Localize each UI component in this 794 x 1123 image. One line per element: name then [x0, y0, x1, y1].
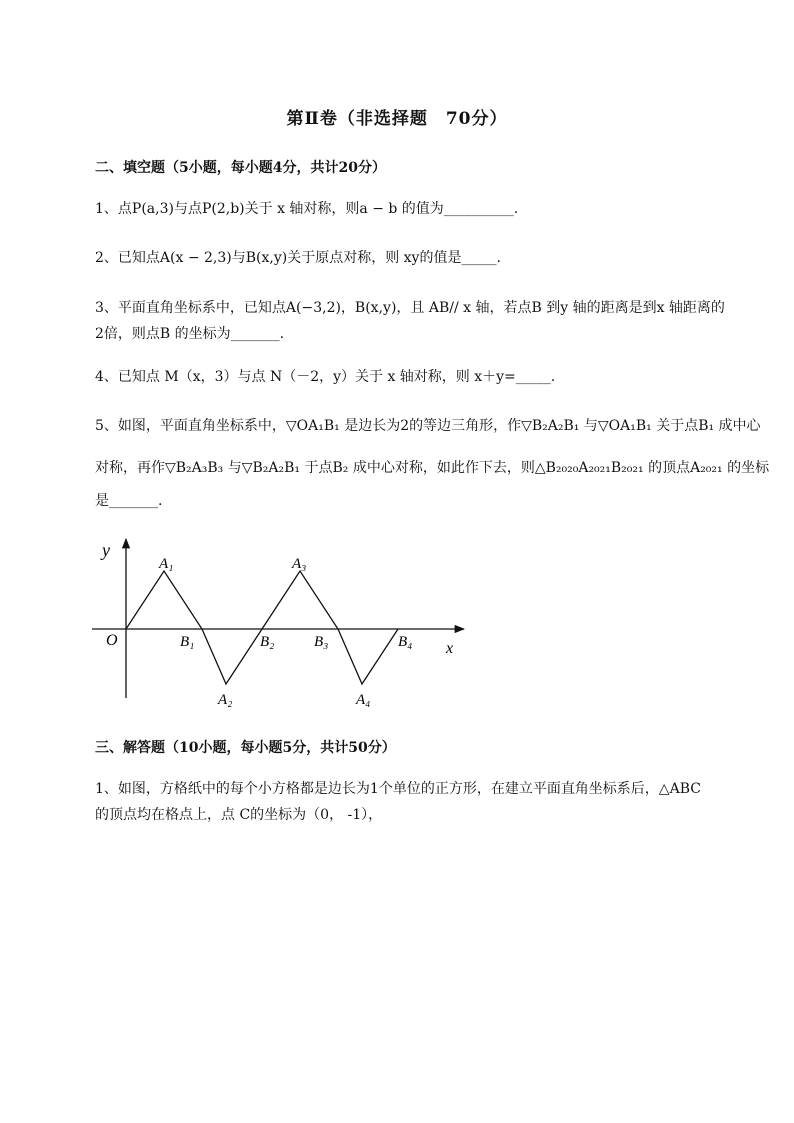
page-title: 第Ⅱ卷（非选择题 70分） [286, 109, 508, 129]
question-2-2: 2、已知点A(x − 2,3)与B(x,y)关于原点对称，则 xy的值是_____. [95, 250, 501, 266]
label-B3: B₃ [314, 634, 329, 650]
question-2-5-line3: 是_______. [95, 493, 163, 509]
question-2-4: 4、已知点 M（x，3）与点 N（－2，y）关于 x 轴对称，则 x＋y=_____. [95, 369, 556, 385]
question-2-3-line1: 3、平面直角坐标系中，已知点A(−3,2)，B(x,y)，且 AB// x 轴，若点B 到y 轴的距离是到x 轴距离的 [95, 300, 725, 316]
section3-heading: 三、解答题（10小题，每小题5分，共计50分） [95, 740, 396, 756]
label-A2: A₂ [218, 692, 233, 708]
label-A4: A₄ [356, 692, 371, 708]
zigzag-figure [92, 533, 472, 713]
y-axis-label: y [102, 540, 110, 560]
question-2-3-line2: 2倍，则点B 的坐标为_______. [95, 326, 285, 342]
label-B4: B₄ [398, 634, 413, 650]
label-B2: B₂ [260, 634, 275, 650]
label-B1: B₁ [180, 634, 195, 650]
x-axis-label: x [446, 640, 454, 657]
question-3-1-line1: 1、如图，方格纸中的每个小方格都是边长为1个单位的正方形，在建立平面直角坐标系后，△ABC [95, 781, 701, 797]
question-3-1-line2: 的顶点均在格点上，点 C的坐标为（0， -1）， [95, 807, 383, 823]
label-A1: A₁ [159, 556, 174, 572]
question-2-1: 1、点P(a,3)与点P(2,b)关于 x 轴对称，则a − b 的值为__________. [95, 201, 519, 217]
origin-label: O [106, 632, 118, 649]
question-2-5-line1: 5、如图，平面直角坐标系中，▽OA₁B₁ 是边长为2的等边三角形，作▽B₂A₂B₁ 与▽OA₁B₁ 关于点B₁ 成中心 [95, 418, 761, 434]
zigzag-line [126, 571, 398, 684]
section2-heading: 二、填空题（5小题，每小题4分，共计20分） [95, 160, 386, 176]
question-2-5-line2: 对称，再作▽B₂A₃B₃ 与▽B₂A₂B₁ 于点B₂ 成中心对称，如此作下去，则△B₂₀₂₀A₂₀₂₁B₂₀₂₁ 的顶点A₂₀₂₁ 的坐标 [95, 460, 770, 476]
label-A3: A₃ [292, 556, 307, 572]
